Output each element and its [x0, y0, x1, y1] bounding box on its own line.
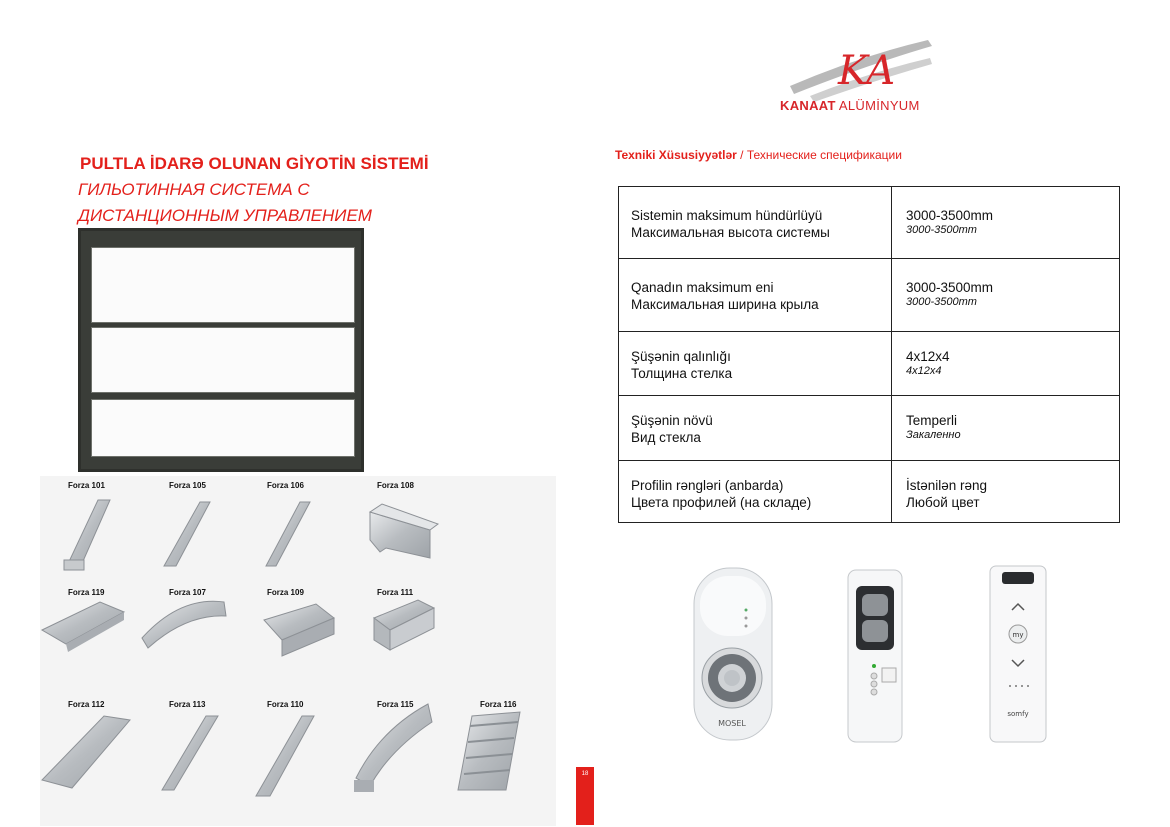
- profile-label: Forza 119: [68, 588, 105, 597]
- spec-heading: [615, 148, 902, 162]
- profile-forza-105-image: [164, 502, 210, 566]
- profile-label: Forza 109: [267, 588, 304, 597]
- spec-row: [619, 396, 1120, 461]
- spec-value-sub: 3000-3500mm: [906, 224, 977, 236]
- profile-forza-115-image: [354, 704, 432, 792]
- spec-heading-ru: Технические спецификации: [746, 148, 902, 162]
- spec-row: [619, 461, 1120, 523]
- profile-forza-108-image: [370, 504, 438, 558]
- profile-label: Forza 110: [267, 700, 304, 709]
- glass-pane-bottom: [91, 399, 355, 457]
- glass-pane-top: [91, 247, 355, 323]
- spec-value: 3000-3500mm: [906, 208, 994, 223]
- spec-row: [619, 259, 1120, 332]
- page-number: 18: [576, 767, 594, 825]
- spec-value-sub: 4x12x4: [906, 365, 942, 377]
- spec-label-ru: Толщина стелка: [631, 366, 733, 381]
- spec-value-cell: [892, 259, 1120, 332]
- spec-value-cell: [892, 332, 1120, 396]
- spec-label-ru: Вид стекла: [631, 430, 701, 445]
- spec-value: İstənilən rəng: [906, 478, 988, 493]
- profile-label: Forza 116: [480, 700, 517, 709]
- profile-forza-113-image: [162, 716, 218, 790]
- spec-value-line2: Любой цвет: [906, 495, 980, 510]
- profile-label: Forza 115: [377, 700, 414, 709]
- title-ru-line2: ДИСТАНЦИОННЫМ УПРАВЛЕНИЕМ: [78, 206, 372, 225]
- spec-heading-sep: /: [736, 148, 747, 162]
- profile-label: Forza 112: [68, 700, 105, 709]
- spec-value: 4x12x4: [906, 349, 950, 364]
- remote-brand-somfy: somfy: [1007, 710, 1029, 718]
- spec-label-ru: Цвета профилей (на складе): [631, 495, 812, 510]
- profile-forza-106-image: [266, 502, 310, 566]
- profile-images: [40, 490, 556, 826]
- title-ru-line1: ГИЛЬОТИННАЯ СИСТЕМА С: [78, 180, 310, 199]
- spec-table: [618, 186, 1120, 523]
- profile-label: Forza 111: [377, 588, 414, 597]
- profile-label: Forza 106: [267, 481, 304, 490]
- profile-label: Forza 107: [169, 588, 206, 597]
- profile-forza-119-image: [42, 602, 124, 652]
- brand-name: [780, 98, 920, 113]
- spec-value-sub: Закаленно: [906, 429, 961, 441]
- glass-pane-middle: [91, 327, 355, 393]
- spec-value: Temperli: [906, 413, 958, 428]
- spec-value-cell: [892, 461, 1120, 523]
- spec-row: [619, 187, 1120, 259]
- logo-mark: KA: [838, 48, 896, 94]
- remote-my-button: my: [1012, 631, 1024, 639]
- spec-value-sub: 3000-3500mm: [906, 296, 977, 308]
- spec-row: [619, 332, 1120, 396]
- spec-label-cell: [619, 332, 892, 396]
- profile-forza-111-image: [374, 600, 434, 650]
- spec-label-cell: [619, 461, 892, 523]
- spec-label-cell: [619, 396, 892, 461]
- profile-label: Forza 108: [377, 481, 414, 490]
- profile-forza-101-image: [64, 500, 110, 570]
- spec-label-ru: Максимальная ширина крыла: [631, 297, 819, 312]
- profile-forza-107-image: [142, 601, 226, 648]
- spec-label-cell: [619, 187, 892, 259]
- spec-label-az: Sistemin maksimum hündürlüyü: [631, 208, 823, 223]
- spec-label-cell: [619, 259, 892, 332]
- spec-label-ru: Максимальная высота системы: [631, 225, 830, 240]
- profile-label: Forza 101: [68, 481, 105, 490]
- profile-label: Forza 113: [169, 700, 206, 709]
- profile-forza-109-image: [264, 604, 334, 656]
- spec-value-cell: [892, 187, 1120, 259]
- remote-control-moser: [692, 566, 776, 744]
- profile-label: Forza 105: [169, 481, 206, 490]
- spec-label-az: Şüşənin qalınlığı: [631, 349, 731, 364]
- spec-value-cell: [892, 396, 1120, 461]
- remote-brand-moser: MOSEL: [718, 719, 746, 728]
- spec-label-az: Qanadın maksimum eni: [631, 280, 774, 295]
- brand-name-rest: ALÜMİNYUM: [835, 98, 920, 113]
- profile-forza-110-image: [256, 716, 314, 796]
- profile-forza-116-image: [458, 712, 520, 790]
- spec-value: 3000-3500mm: [906, 280, 994, 295]
- profile-forza-112-image: [42, 716, 130, 788]
- remote-control-somfy: [988, 564, 1048, 744]
- title-az: PULTLA İDARƏ OLUNAN GİYOTİN SİSTEMİ: [80, 154, 429, 173]
- guillotine-window-image: [78, 228, 364, 472]
- spec-label-az: Şüşənin növü: [631, 413, 713, 428]
- remote-control-two: [846, 568, 904, 744]
- brand-name-bold: KANAAT: [780, 98, 836, 113]
- spec-heading-az: Texniki Xüsusiyyətlər: [615, 148, 737, 162]
- spec-label-az: Profilin rəngləri (anbarda): [631, 478, 784, 493]
